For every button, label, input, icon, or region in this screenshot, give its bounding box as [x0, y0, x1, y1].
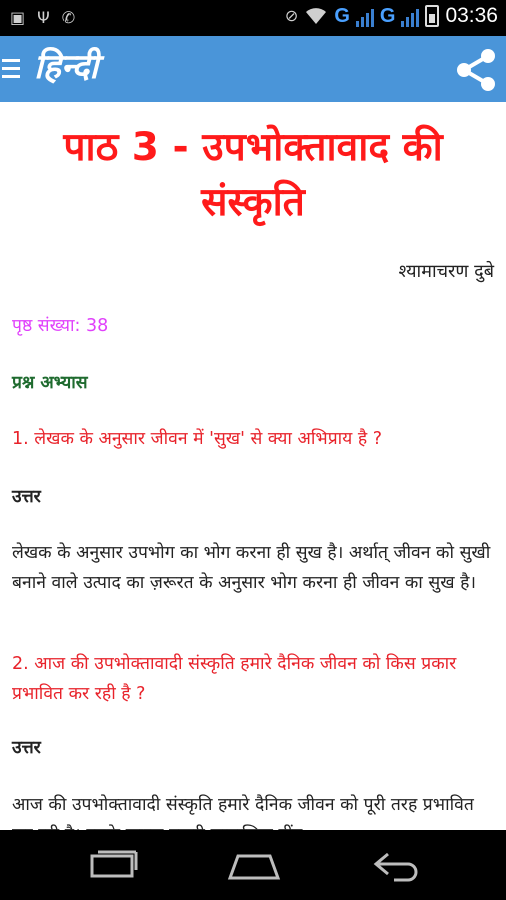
section-heading: प्रश्न अभ्यास [12, 373, 88, 393]
battery-icon [425, 5, 439, 27]
image-notification-icon: ▣ [10, 8, 26, 27]
article-content[interactable] [0, 102, 506, 830]
app-bar [0, 36, 506, 102]
app-title: हिन्दी [34, 47, 99, 87]
answer-1-heading: उत्तर [12, 487, 41, 507]
answer-2: आज की उपभोक्तावादी संस्कृति हमारे दैनिक जीवन को पूरी तरह प्रभावित [12, 795, 474, 815]
network-type-2: G [379, 4, 396, 27]
network-type-1: G [334, 4, 350, 27]
recent-apps-icon[interactable] [88, 848, 140, 882]
hamburger-menu-icon[interactable] [2, 59, 20, 79]
system-icons [285, 4, 498, 28]
share-icon[interactable] [452, 46, 500, 94]
clock: 03:36 [445, 4, 498, 27]
notification-icons [10, 8, 75, 28]
home-icon[interactable] [224, 848, 284, 882]
back-icon[interactable] [370, 848, 422, 882]
wifi-icon [304, 6, 328, 26]
question-1: 1. लेखक के अनुसार जीवन में 'सुख' से क्या अभिप्राय है ? [12, 429, 383, 449]
signal-icon-2 [401, 5, 419, 27]
navigation-bar [0, 830, 506, 900]
answer-1: लेखक के अनुसार उपभोग का भोग करना ही सुख है। अर्थात् जीवन को सुखी बनाने वाले उत्पाद का ज़रूरत के अनुसार भोग करना ही जीवन का सुख है। [12, 543, 491, 593]
question-2: 2. आज की उपभोक्तावादी संस्कृति हमारे दैनिक जीवन को किस प्रकार प्रभावित कर रही है ? [12, 654, 457, 704]
answer-2-heading: उत्तर [12, 738, 41, 758]
usb-icon: Ψ [37, 8, 50, 27]
signal-icon [356, 5, 374, 27]
page-number: पृष्ठ संख्या: 38 [12, 316, 109, 336]
mute-icon: ⊘ [284, 6, 299, 25]
status-bar [0, 0, 506, 36]
author-name: श्यामाचरण दुबे [398, 261, 494, 282]
lesson-title: पाठ 3 - उपभोक्तावाद की संस्कृति [63, 125, 443, 225]
missed-call-icon: ✆ [61, 8, 76, 27]
